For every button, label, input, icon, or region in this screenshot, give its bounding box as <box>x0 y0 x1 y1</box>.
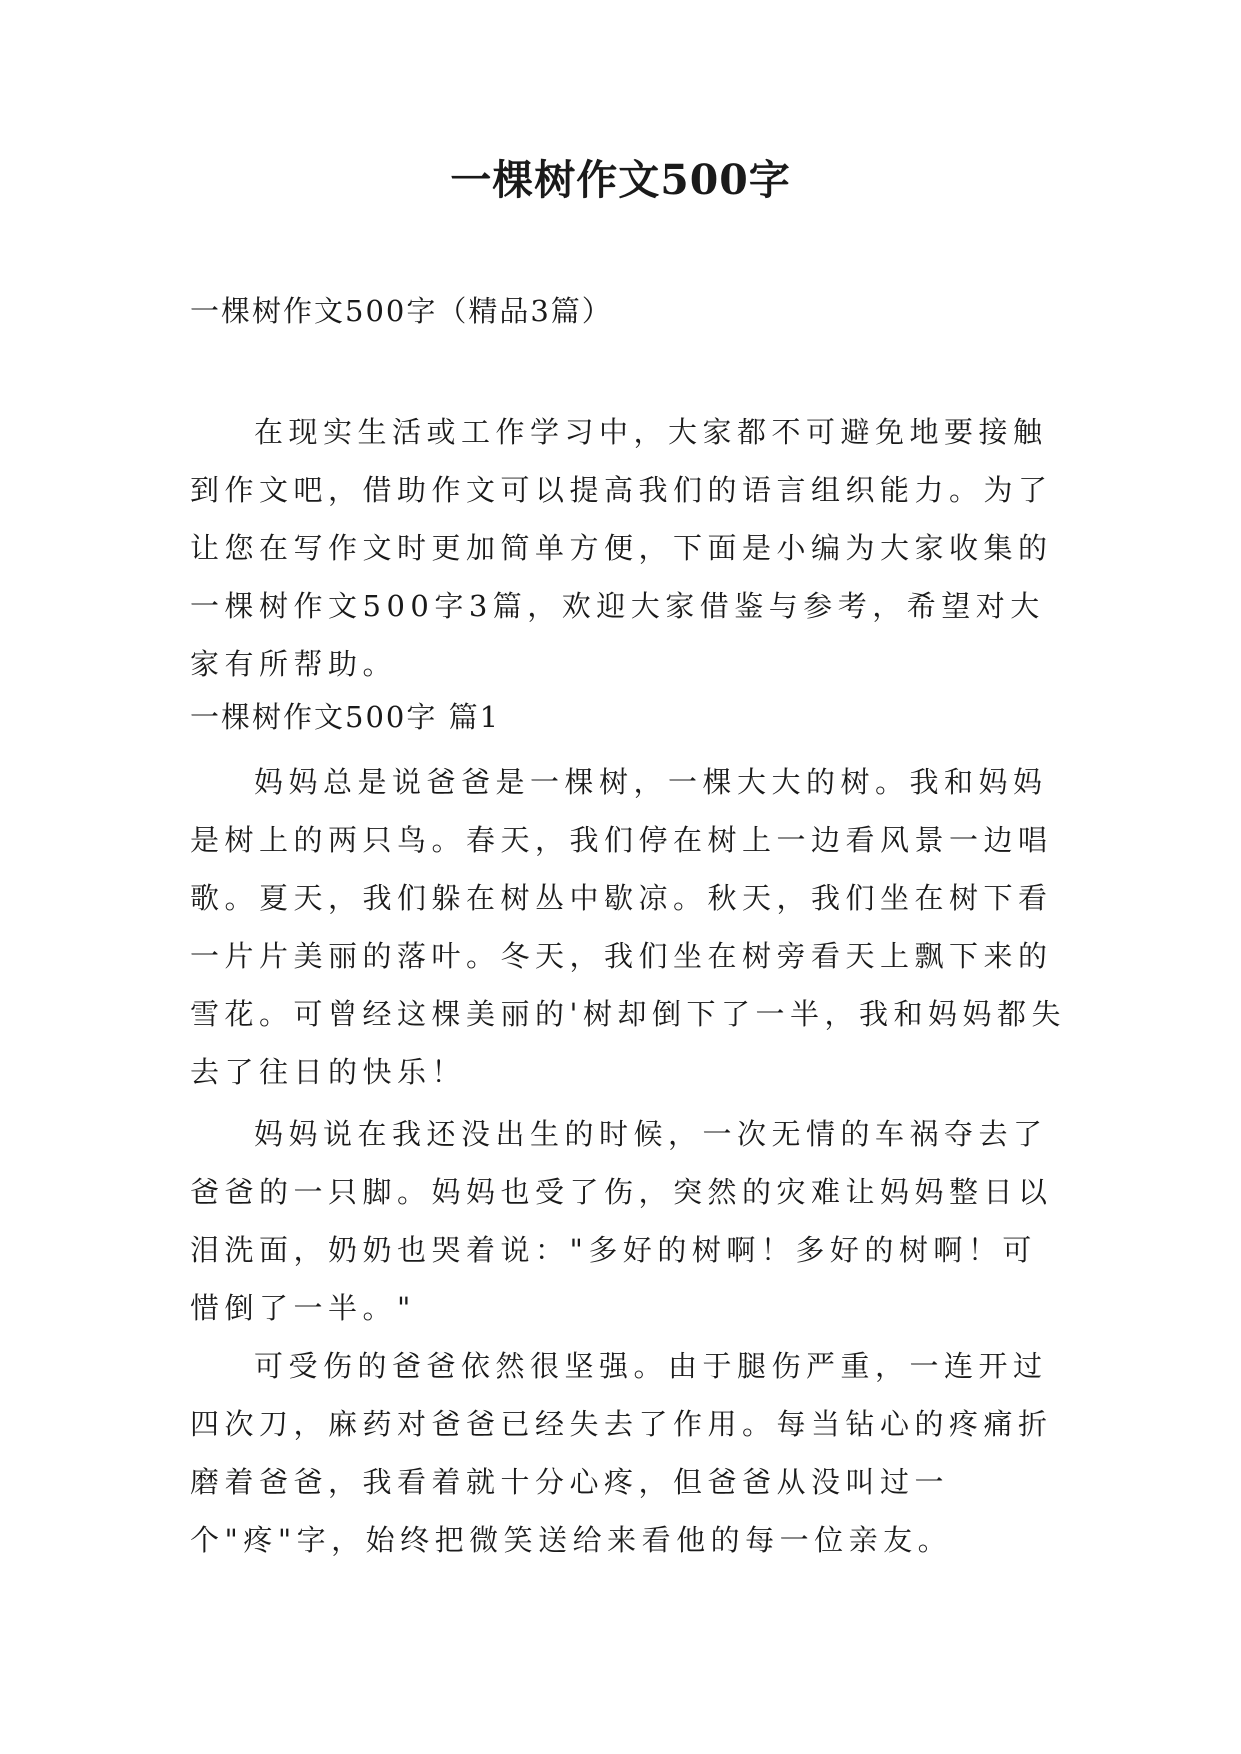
intro-paragraph: 在现实生活或工作学习中，大家都不可避免地要接触到作文吧，借助作文可以提高我们的语言组织能力。为了让您在写作文时更加简单方便，下面是小编为大家收集的一棵树作文500字3篇，欢迎大家借鉴与参考，希望对大家有所帮助。 <box>190 415 1053 681</box>
body-paragraph: 可受伤的爸爸依然很坚强。由于腿伤严重，一连开过四次刀，麻药对爸爸已经失去了作用。每当钻心的疼痛折磨着爸爸，我看着就十分心疼，但爸爸从没叫过一个"疼"字，始终把微笑送给来看他的每一位亲友。 <box>190 1349 1053 1557</box>
body-paragraph: 妈妈说在我还没出生的时候，一次无情的车祸夺去了爸爸的一只脚。妈妈也受了伤，突然的灾难让妈妈整日以泪洗面，奶奶也哭着说："多好的树啊！多好的树啊！可惜倒了一半。" <box>190 1117 1053 1325</box>
document-title: 一棵树作文500字 <box>450 156 791 204</box>
document-subtitle: 一棵树作文500字（精品3篇） <box>190 294 613 328</box>
body-paragraph: 妈妈总是说爸爸是一棵树，一棵大大的树。我和妈妈是树上的两只鸟。春天，我们停在树上一边看风景一边唱歌。夏天，我们躲在树丛中歇凉。秋天，我们坐在树下看一片片美丽的落叶。冬天，我们坐在树旁看天上飘下来的雪花。可曾经这棵美丽的'树却倒下了一半，我和妈妈都失去了往日的快乐！ <box>190 765 1066 1089</box>
section-heading: 一棵树作文500字 篇1 <box>190 700 501 734</box>
